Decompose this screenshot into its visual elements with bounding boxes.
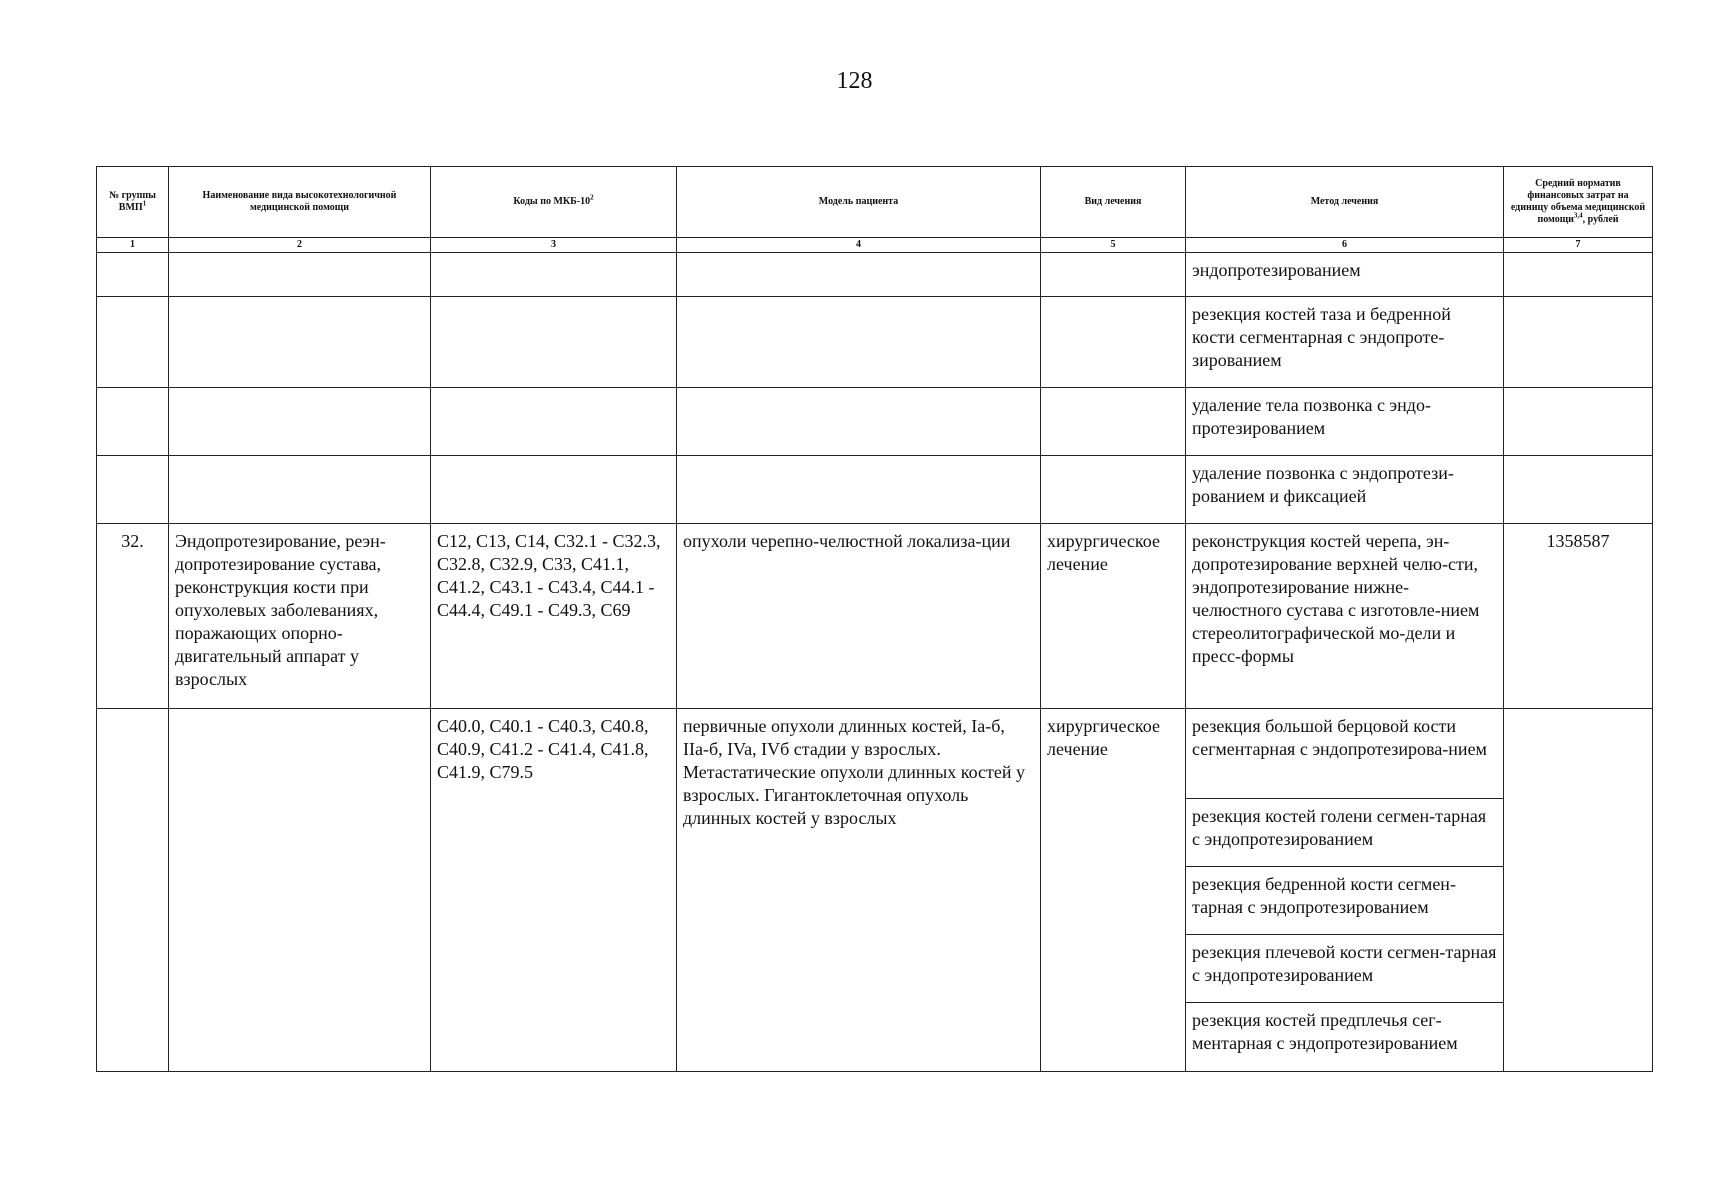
treatment-type: хирургическое лечение: [1041, 524, 1186, 709]
column-number: 4: [677, 238, 1041, 253]
care-type-name: Эндопротезирование, реэн-допротезирование сустава, реконструкция кости при опухолевых заболеваниях, поражающих опорно-двигательный аппарат у взрослых: [169, 524, 431, 709]
treatment-type: хирургическое лечение: [1041, 709, 1186, 1072]
table-row: [97, 388, 1653, 456]
method-item: резекция костей предплечья сег-ментарная с эндопротезированием: [1192, 1010, 1458, 1053]
header-group-no: № группы ВМП$^1$: [97, 167, 169, 238]
icd-codes: C12, C13, C14, C32.1 - C32.3, C32.8, C32.9, C33, C41.1, C41.2, C43.1 - C43.4, C44.1 - C44.4, C49.1 - C49.3, C69: [431, 524, 677, 709]
group-number: 32.: [97, 524, 169, 709]
method-cell: эндопротезированием: [1186, 253, 1504, 297]
table-row: [97, 456, 1653, 524]
cost-standard: 1358587: [1504, 524, 1653, 709]
header-cost: Средний норматив финансовых затрат на единицу объема медицинской помощи$^{3,4}$, рублей: [1504, 167, 1653, 238]
patient-model: опухоли черепно-челюстной локализа-ции: [677, 524, 1041, 709]
column-number: 5: [1041, 238, 1186, 253]
column-number: 2: [169, 238, 431, 253]
method-cell: удаление позвонка с эндопротези-рованием и фиксацией: [1186, 456, 1504, 524]
method-item: резекция большой берцовой кости сегментарная с эндопротезирова-нием: [1186, 709, 1503, 799]
treatment-table: [96, 166, 1653, 1072]
header-model: Модель пациента: [677, 167, 1041, 238]
column-number: 1: [97, 238, 169, 253]
header-name: Наименование вида высокотехнологичной медицинской помощи: [169, 167, 431, 238]
header-method: Метод лечения: [1186, 167, 1504, 238]
column-number: 7: [1504, 238, 1653, 253]
patient-model: первичные опухоли длинных костей, Ia-б, IIa-б, IVa, IVб стадии у взрослых. Метастатические опухоли длинных костей у взрослых. Гигантоклеточная опухоль длинных костей у взрослых: [677, 709, 1041, 1072]
table-row: [97, 297, 1653, 388]
table-row: [97, 253, 1653, 297]
column-number: 3: [431, 238, 677, 253]
column-number-row: [97, 238, 1653, 253]
method-list: [1186, 709, 1504, 1072]
header-codes: Коды по МКБ-$10^2$: [431, 167, 677, 238]
header-row: [97, 167, 1653, 238]
column-number: 6: [1186, 238, 1504, 253]
icd-codes: C40.0, C40.1 - C40.3, C40.8, C40.9, C41.2 - C41.4, C41.8, C41.9, C79.5: [431, 709, 677, 1072]
table-row: [97, 709, 1653, 1072]
header-treatment: Вид лечения: [1041, 167, 1186, 238]
method-item: резекция плечевой кости сегмен-тарная с эндопротезированием: [1186, 935, 1503, 1003]
method-item: резекция костей голени сегмен-тарная с эндопротезированием: [1186, 799, 1503, 867]
method-cell: удаление тела позвонка с эндо-протезированием: [1186, 388, 1504, 456]
method-item: резекция бедренной кости сегмен-тарная с эндопротезированием: [1186, 867, 1503, 935]
treatment-method: реконструкция костей черепа, эн-допротезирование верхней челю-сти, эндопротезирование нижне-челюстного сустава с изготовле-нием стереолитографической мо-дели и пресс-формы: [1186, 524, 1504, 709]
method-cell: резекция костей таза и бедренной кости сегментарная с эндопроте-зированием: [1186, 297, 1504, 388]
table-row-group-32: [97, 524, 1653, 709]
page-number: 128: [836, 68, 873, 94]
